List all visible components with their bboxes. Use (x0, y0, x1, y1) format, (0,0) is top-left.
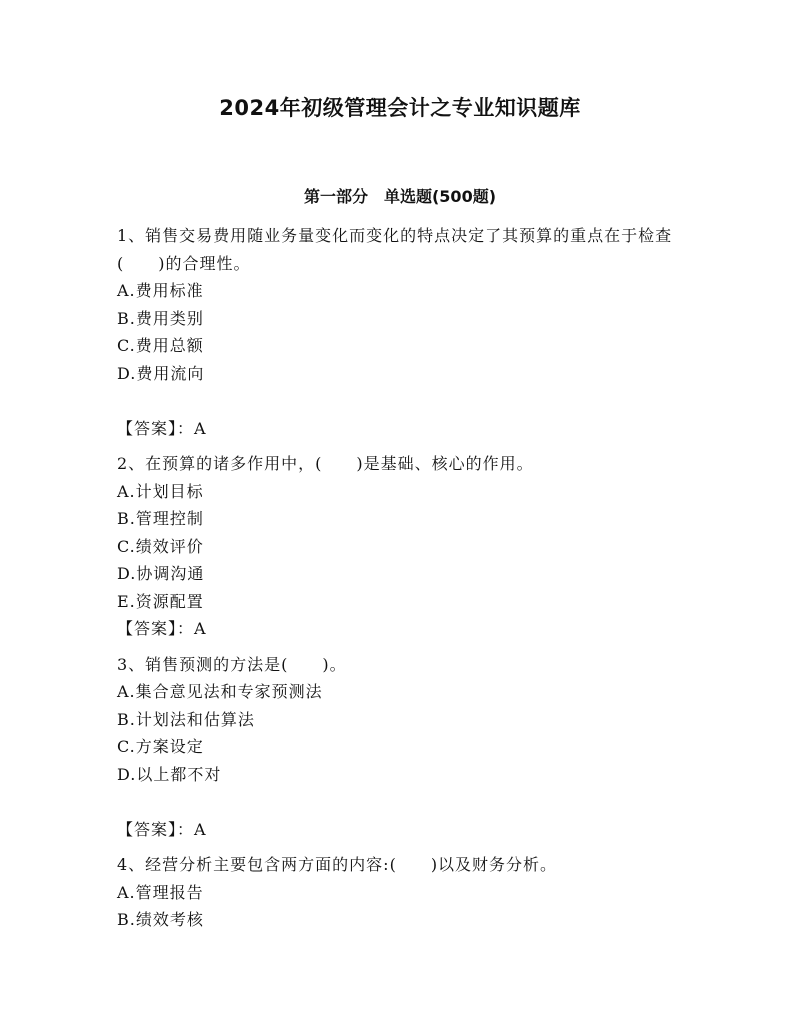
option-b: B.费用类别 (117, 308, 204, 328)
option-a: A.费用标准 (117, 281, 204, 300)
option-d: D.以上都不对 (117, 764, 222, 784)
question-4 (117, 851, 689, 934)
answer-line: 【答案】：A (117, 619, 207, 638)
document-title: 2024年初级管理会计之专业知识题库 (219, 96, 581, 120)
option-c: C.方案设定 (117, 737, 204, 756)
option-c: C.绩效评价 (117, 536, 204, 556)
option-d: D.协调沟通 (117, 564, 205, 583)
option-b: B.管理控制 (117, 509, 204, 528)
option-d: D.费用流向 (117, 363, 205, 383)
option-c: C.费用总额 (117, 336, 204, 355)
answer-line: 【答案】：A (117, 418, 207, 438)
option-b: B.绩效考核 (117, 910, 204, 929)
question-list (117, 222, 689, 934)
question-2 (117, 450, 689, 643)
option-a: A.集合意见法和专家预测法 (117, 682, 323, 701)
question-stem: 4、经营分析主要包含两方面的内容:( )以及财务分析。 (117, 855, 558, 874)
option-b: B.计划法和估算法 (117, 709, 255, 729)
answer-line: 【答案】：A (117, 819, 207, 839)
section-title: 第一部分 单选题(500题) (303, 187, 497, 206)
question-stem: 2、在预算的诸多作用中，( )是基础、核心的作用。 (117, 454, 534, 473)
option-a: A.管理报告 (117, 882, 204, 902)
option-a: A.计划目标 (117, 481, 204, 501)
option-e: E.资源配置 (117, 591, 204, 611)
question-stem: 3、销售预测的方法是( )。 (117, 654, 347, 674)
question-1 (117, 222, 689, 442)
question-stem: 1、销售交易费用随业务量变化而变化的特点决定了其预算的重点在于检查( )的合理性。 (117, 226, 673, 273)
question-3 (117, 651, 689, 844)
